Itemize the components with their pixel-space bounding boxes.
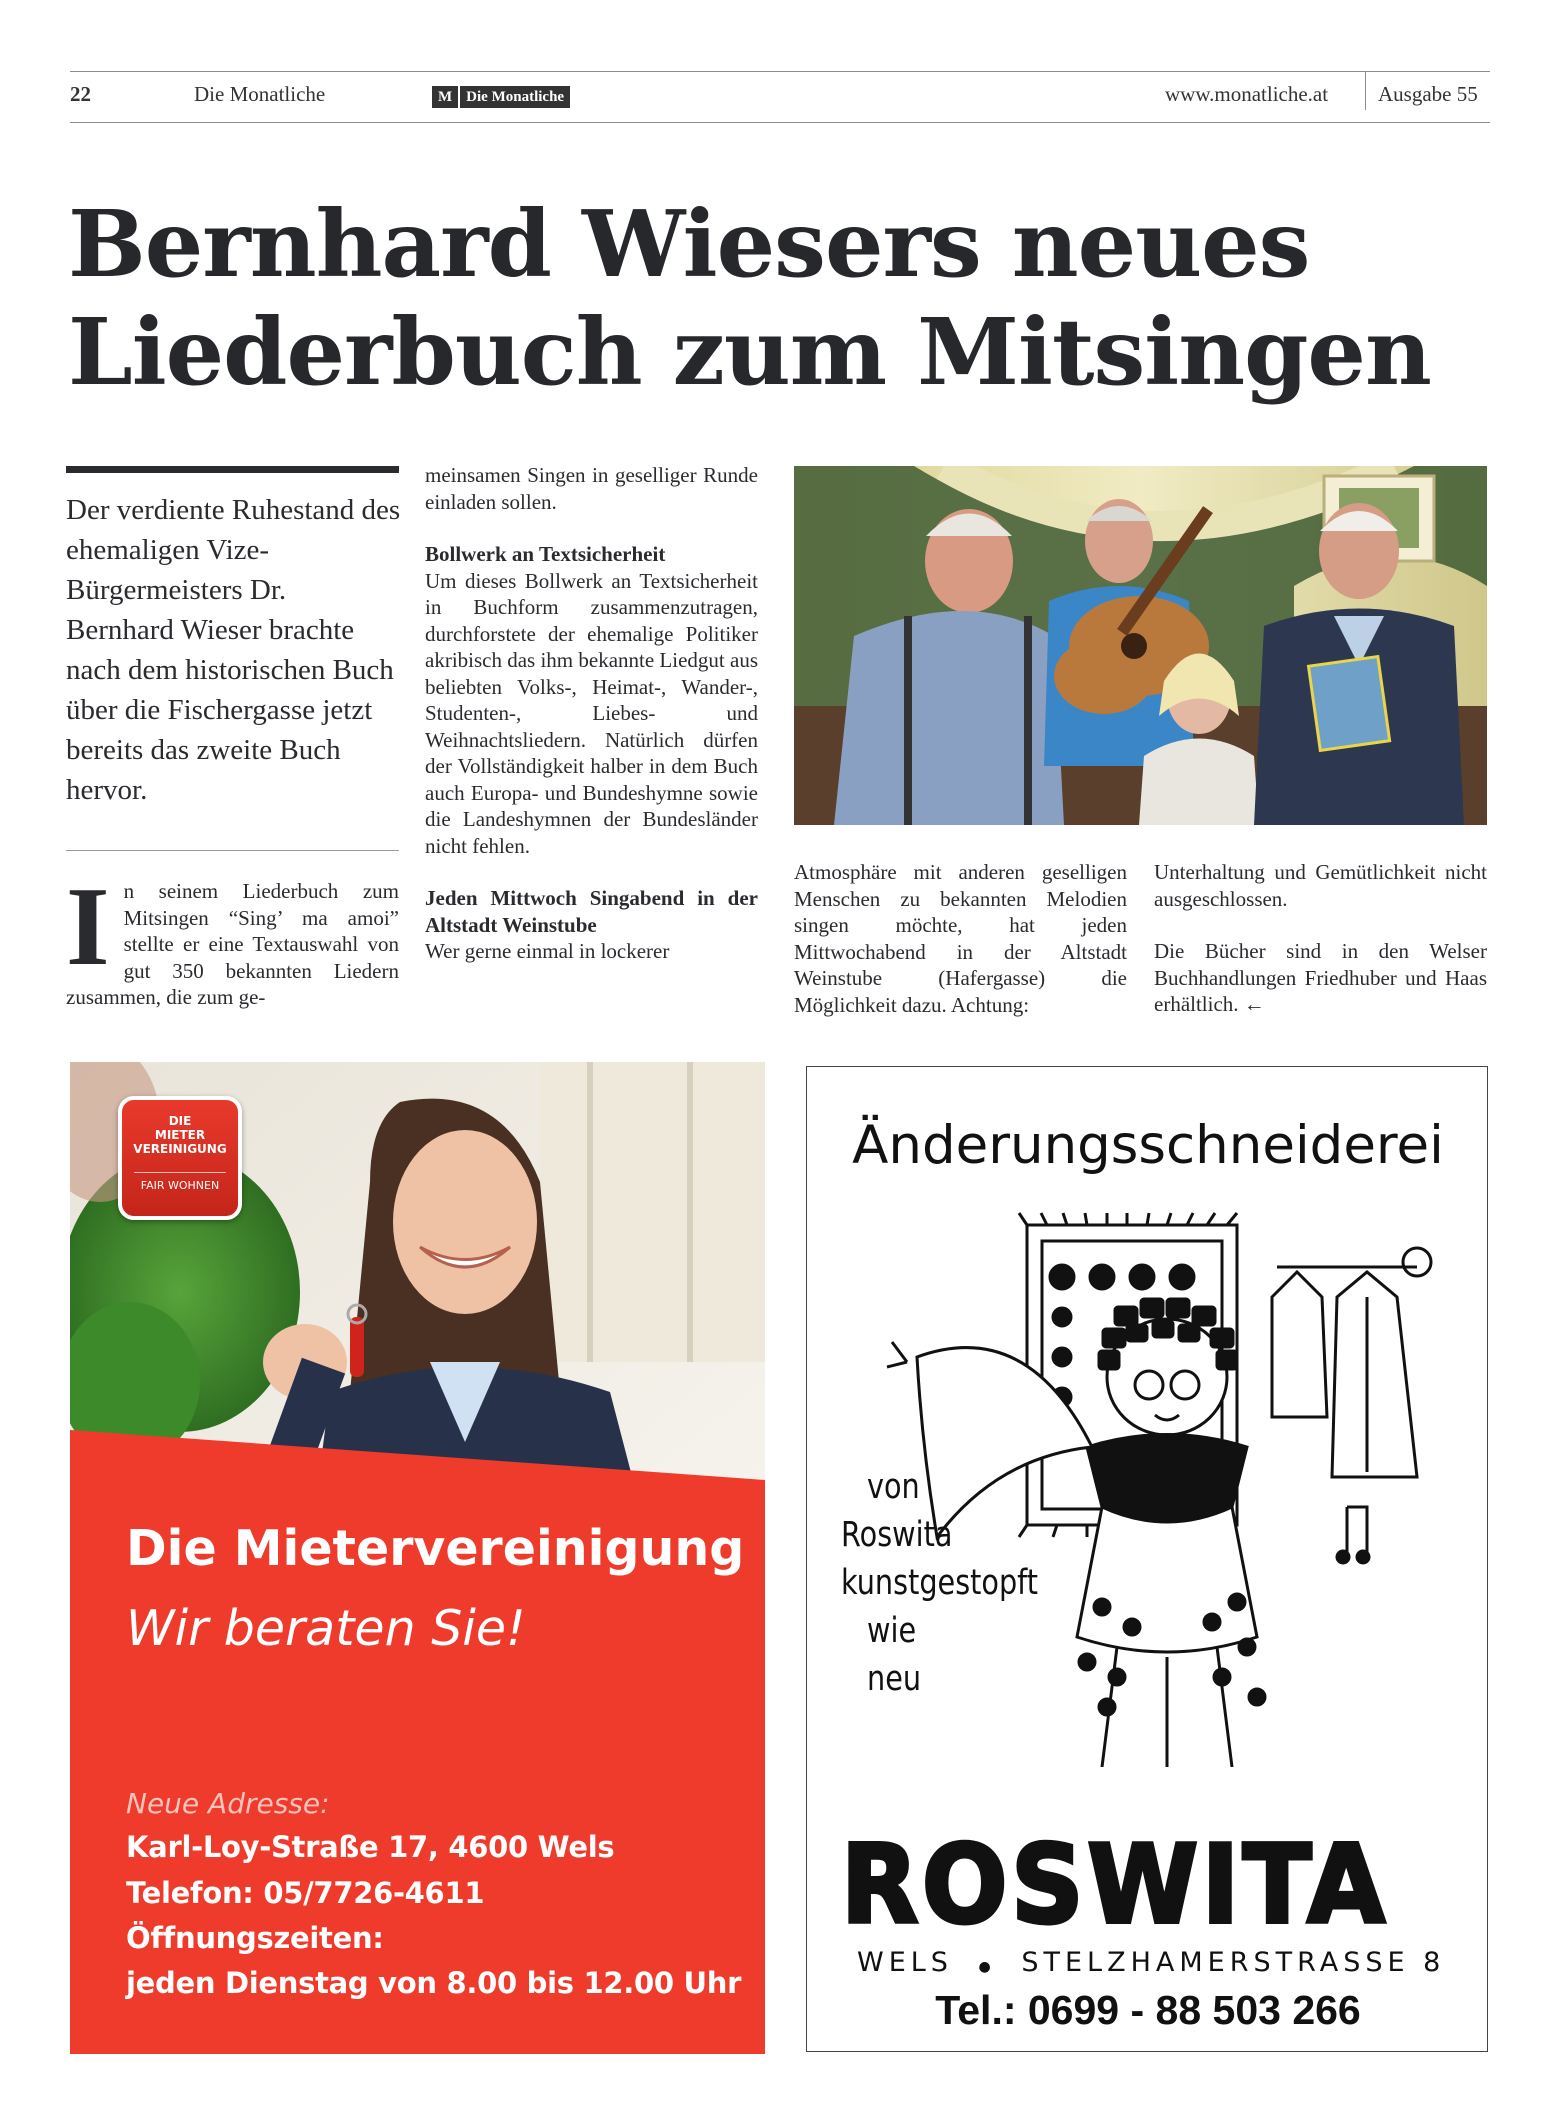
logo-text: Die Monatliche [460, 86, 570, 108]
article-lead: Der verdiente Ruhestand des ehemaligen Vize-Bürgermeisters Dr. Bernhard Wieser brachte nach dem historischen Buch über die Fischergasse jetzt bereits das zweite Buch hervor. [66, 494, 401, 806]
end-arrow-icon: ← [1243, 992, 1265, 1016]
address-label: Neue Adresse: [126, 1787, 330, 1820]
lead-bottom-rule [66, 850, 399, 851]
column-2-paragraph-3: Wer gerne einmal in lockerer [425, 939, 670, 963]
badge-line-3: VEREINIGUNG [133, 1142, 227, 1156]
ad-street: STELZHAMERSTRASSE 8 [1021, 1947, 1446, 1978]
page-number: 22 [70, 82, 91, 106]
phone-text: Telefon: 05/7726-4611 [126, 1876, 485, 1910]
seamstress-illustration [877, 1207, 1437, 1767]
column-2-paragraph-1: meinsamen Singen in geselliger Runde einladen sollen. [425, 463, 758, 514]
column-4-paragraph-1: Unterhaltung und Gemütlichkeit nicht ausgeschlossen. [1154, 860, 1487, 911]
ad-brand-logo: ROSWITA [841, 1823, 1389, 1948]
article-column-1 [66, 865, 399, 1011]
ad-text-line-5: neu [867, 1659, 922, 1699]
mietervereinigung-logo [118, 1096, 242, 1220]
ad-roswita-title: Änderungsschneiderei [852, 1115, 1444, 1176]
ad-text-line-2: Roswita [841, 1515, 953, 1555]
lead-top-bar [66, 466, 399, 473]
mietervereinigung-ad[interactable] [70, 1062, 765, 2054]
hours-text: jeden Dienstag von 8.00 bis 12.00 Uhr [126, 1966, 742, 2000]
ad-city: WELS [857, 1947, 953, 1978]
headline-line-2: Liederbuch zum Mitsingen [68, 298, 1431, 406]
subheading-singabend: Jeden Mittwoch Singabend in der Altstadt Weinstube [425, 886, 758, 937]
website-link[interactable]: www.monatliche.at [1165, 82, 1329, 106]
article-column-4 [1154, 859, 1487, 1018]
article-photo [794, 466, 1487, 825]
badge-slogan: FAIR WOHNEN [134, 1172, 226, 1192]
badge-line-2: MIETER [154, 1128, 206, 1142]
address-separator-dot: ● [978, 1959, 996, 1975]
header-top-rule [70, 71, 1490, 72]
publication-name: Die Monatliche [194, 82, 326, 106]
hours-label: Öffnungszeiten: [126, 1921, 384, 1955]
column-4-paragraph-2 [1154, 938, 1487, 1018]
address-text: Karl-Loy-Straße 17, 4600 Wels [126, 1830, 615, 1864]
drop-cap: I [66, 865, 110, 989]
subheading-bollwerk: Bollwerk an Textsicherheit [425, 542, 666, 566]
ad-phone: Tel.: 0699 - 88 503 266 [935, 1987, 1361, 2033]
ad-text-line-4: wie [867, 1611, 917, 1651]
header-separator [1365, 72, 1366, 110]
column-2-paragraph-2: Um dieses Bollwerk an Textsicherheit in Buchform zusammenzutragen, durchforstete der ehemalige Politiker akribisch das ihm bekannte Liedgut aus beliebten Volks-, Heimat-, Wander-, Studenten-, Liebes- und Weihnachtsliedern. Natürlich dürfen der Vollständigkeit halber in dem Buch auch Europa- und Bundeshymne sowie die Landeshymnen der Bundesländer nicht fehlen. [425, 568, 758, 858]
publication-logo [432, 86, 570, 108]
badge-line-1: DIE [168, 1114, 192, 1128]
ad-address [857, 1947, 1445, 1978]
roswita-tailor-ad[interactable] [806, 1066, 1488, 2052]
article-column-3 [794, 859, 1127, 1018]
ad-title: Die Mietervereinigung [126, 1520, 745, 1577]
header-bottom-rule [70, 122, 1490, 123]
ad-text-line-3: kunstgestopft [841, 1563, 1039, 1603]
issue-number: Ausgabe 55 [1378, 82, 1478, 106]
article-column-2 [425, 462, 758, 965]
column-4-paragraph-2-text: Die Bücher sind in den Welser Buchhandlungen Friedhuber und Haas erhältlich. [1154, 939, 1487, 1016]
ad-subtitle: Wir beraten Sie! [126, 1600, 526, 1657]
article-headline [68, 190, 1488, 406]
photo-illustration [794, 466, 1487, 825]
column-1-text: n seinem Liederbuch zum Mitsingen “Sing’ ma amoi” stellte er eine Textauswahl von gut 350 bekannten Liedern zusammen, die zum ge- [66, 879, 399, 1009]
ad-text-line-1: von [867, 1467, 920, 1507]
column-3-paragraph-1: Atmosphäre mit anderen geselligen Menschen zu bekannten Melodien singen möchte, hat jeden Mittwochabend in der Altstadt Weinstube (Hafergasse) die Möglichkeit dazu. Achtung: [794, 860, 1127, 1017]
logo-mark: M [432, 86, 458, 108]
headline-line-1: Bernhard Wiesers neues [68, 190, 1310, 298]
